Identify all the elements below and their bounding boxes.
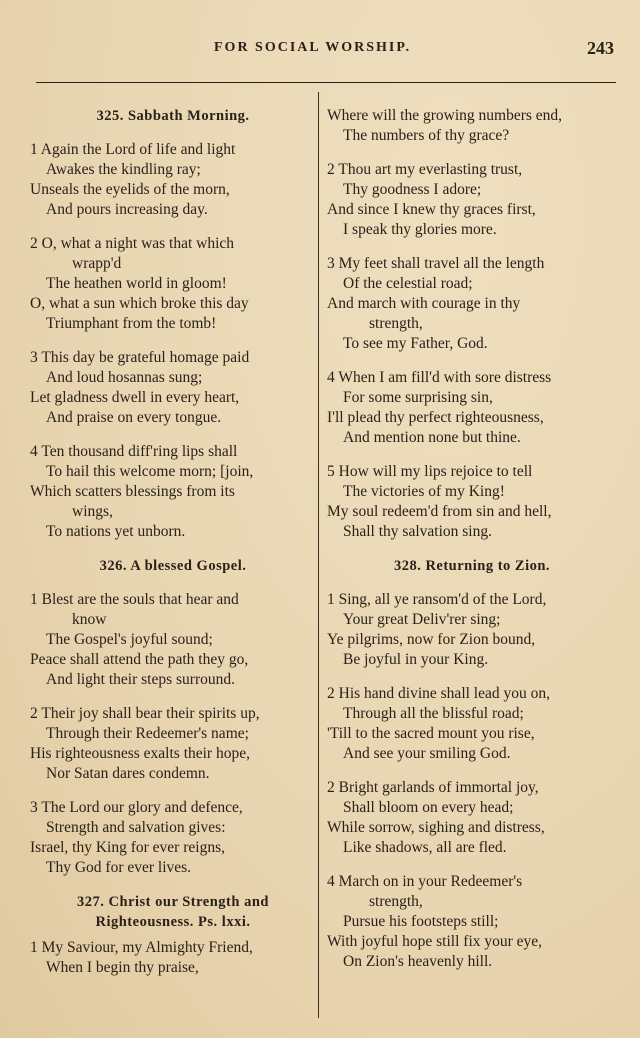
verse-line: 3 My feet shall travel all the length xyxy=(327,255,545,272)
running-head xyxy=(0,40,640,64)
verse-line: Let gladness dwell in every heart, xyxy=(30,389,240,406)
verse-line: Triumphant from the tomb! xyxy=(46,315,217,332)
hymn-title-327-line-1: 327. Christ our Strength and xyxy=(77,894,269,910)
verse-line: Strength and salvation gives: xyxy=(46,819,226,836)
verse-line: wrapp'd xyxy=(72,255,122,272)
verse-line: The numbers of thy grace? xyxy=(343,127,510,144)
verse-line: Pursue his footsteps still; xyxy=(343,913,499,930)
right-column xyxy=(327,106,617,986)
verse-line: 1 Again the Lord of life and light xyxy=(30,141,236,158)
verse-line: Thy goodness I adore; xyxy=(343,181,482,198)
verse-line: For some surprising sin, xyxy=(343,389,493,406)
verse-line: strength, xyxy=(369,893,423,910)
verse-line: know xyxy=(72,611,107,628)
verse-line: The Gospel's joyful sound; xyxy=(46,631,213,648)
verse-line: I speak thy glories more. xyxy=(343,221,497,238)
verse-line: 1 Sing, all ye ransom'd of the Lord, xyxy=(327,591,547,608)
column-divider xyxy=(318,92,319,1018)
hymn-327-stanza-2 xyxy=(327,160,617,240)
hymn-327-stanza-5 xyxy=(327,462,617,542)
verse-line: And mention none but thine. xyxy=(343,429,521,446)
verse-line: Unseals the eyelids of the morn, xyxy=(30,181,230,198)
hymn-title-327 xyxy=(30,892,316,932)
hymn-327-stanza-1 xyxy=(30,938,316,978)
verse-line: Awakes the kindling ray; xyxy=(46,161,201,178)
hymn-326-stanza-3 xyxy=(30,798,316,878)
hymn-328-stanza-1 xyxy=(327,590,617,670)
verse-line: Ye pilgrims, now for Zion bound, xyxy=(327,631,536,648)
verse-line: While sorrow, sighing and distress, xyxy=(327,819,545,836)
verse-line: And march with courage in thy xyxy=(327,295,521,312)
hymn-327-stanza-4 xyxy=(327,368,617,448)
verse-line: Shall thy salvation sing. xyxy=(343,523,492,540)
verse-line: 2 O, what a night was that which xyxy=(30,235,235,252)
verse-line: Through all the blissful road; xyxy=(343,705,524,722)
verse-line: 'Till to the sacred mount you rise, xyxy=(327,725,535,742)
verse-line: Israel, thy King for ever reigns, xyxy=(30,839,225,856)
hymn-325-stanza-1 xyxy=(30,140,316,220)
verse-line: The heathen world in gloom! xyxy=(46,275,227,292)
verse-line: strength, xyxy=(369,315,423,332)
hymn-328-stanza-4 xyxy=(327,872,617,972)
verse-line: 2 Thou art my everlasting trust, xyxy=(327,161,523,178)
verse-line: Nor Satan dares condemn. xyxy=(46,765,210,782)
verse-line: Through their Redeemer's name; xyxy=(46,725,249,742)
verse-line: And light their steps surround. xyxy=(46,671,235,688)
verse-line: O, what a sun which broke this day xyxy=(30,295,249,312)
hymn-326-stanza-2 xyxy=(30,704,316,784)
hymn-328-stanza-2 xyxy=(327,684,617,764)
verse-line: wings, xyxy=(72,503,113,520)
left-column xyxy=(30,104,316,992)
hymn-title-327-line-2: Righteousness. Ps. lxxi. xyxy=(95,914,251,930)
verse-line: 3 The Lord our glory and defence, xyxy=(30,799,243,816)
verse-line: And see your smiling God. xyxy=(343,745,511,762)
hymn-325-stanza-4 xyxy=(30,442,316,542)
hymn-title-325: 325. Sabbath Morning. xyxy=(96,108,250,124)
verse-line: The victories of my King! xyxy=(343,483,505,500)
verse-line: Be joyful in your King. xyxy=(343,651,489,668)
hymn-326-stanza-1 xyxy=(30,590,316,690)
verse-line: Of the celestial road; xyxy=(343,275,473,292)
verse-line: And pours increasing day. xyxy=(46,201,208,218)
verse-line: Your great Deliv'rer sing; xyxy=(343,611,501,628)
verse-line: I'll plead thy perfect righteousness, xyxy=(327,409,544,426)
verse-line: Which scatters blessings from its xyxy=(30,483,235,500)
verse-line: And since I knew thy graces first, xyxy=(327,201,536,218)
verse-line: Peace shall attend the path they go, xyxy=(30,651,249,668)
verse-line: 2 Their joy shall bear their spirits up, xyxy=(30,705,260,722)
running-title: FOR SOCIAL WORSHIP. xyxy=(214,40,412,55)
hymn-327-stanza-3 xyxy=(327,254,617,354)
verse-line: My soul redeem'd from sin and hell, xyxy=(327,503,552,520)
verse-line: 3 This day be grateful homage paid xyxy=(30,349,250,366)
hymn-327-continuation xyxy=(327,106,617,146)
verse-line: To hail this welcome morn; [join, xyxy=(46,463,254,480)
hymn-325-stanza-2 xyxy=(30,234,316,334)
verse-line: Thy God for ever lives. xyxy=(46,859,192,876)
verse-line: Like shadows, all are fled. xyxy=(343,839,507,856)
verse-line: 4 Ten thousand diff'ring lips shall xyxy=(30,443,238,460)
verse-line: Shall bloom on every head; xyxy=(343,799,514,816)
verse-line: To nations yet unborn. xyxy=(46,523,186,540)
verse-line: When I begin thy praise, xyxy=(46,959,199,976)
hymn-title-328: 328. Returning to Zion. xyxy=(393,558,551,574)
verse-line: And praise on every tongue. xyxy=(46,409,222,426)
hymn-325-stanza-3 xyxy=(30,348,316,428)
verse-line: And loud hosannas sung; xyxy=(46,369,203,386)
verse-line: To see my Father, God. xyxy=(343,335,488,352)
verse-line: On Zion's heavenly hill. xyxy=(343,953,493,970)
verse-line: 1 Blest are the souls that hear and xyxy=(30,591,239,608)
verse-line: 4 March on in your Redeemer's xyxy=(327,873,523,890)
verse-line: 5 How will my lips rejoice to tell xyxy=(327,463,533,480)
verse-line: His righteousness exalts their hope, xyxy=(30,745,250,762)
verse-line: 1 My Saviour, my Almighty Friend, xyxy=(30,939,253,956)
verse-line: Where will the growing numbers end, xyxy=(327,107,563,124)
page-number: 243 xyxy=(587,38,614,58)
hymn-328-stanza-3 xyxy=(327,778,617,858)
verse-line: With joyful hope still fix your eye, xyxy=(327,933,543,950)
verse-line: 2 His hand divine shall lead you on, xyxy=(327,685,550,702)
header-rule xyxy=(36,82,616,83)
verse-line: 4 When I am fill'd with sore distress xyxy=(327,369,552,386)
hymn-title-326: 326. A blessed Gospel. xyxy=(99,558,247,574)
verse-line: 2 Bright garlands of immortal joy, xyxy=(327,779,539,796)
